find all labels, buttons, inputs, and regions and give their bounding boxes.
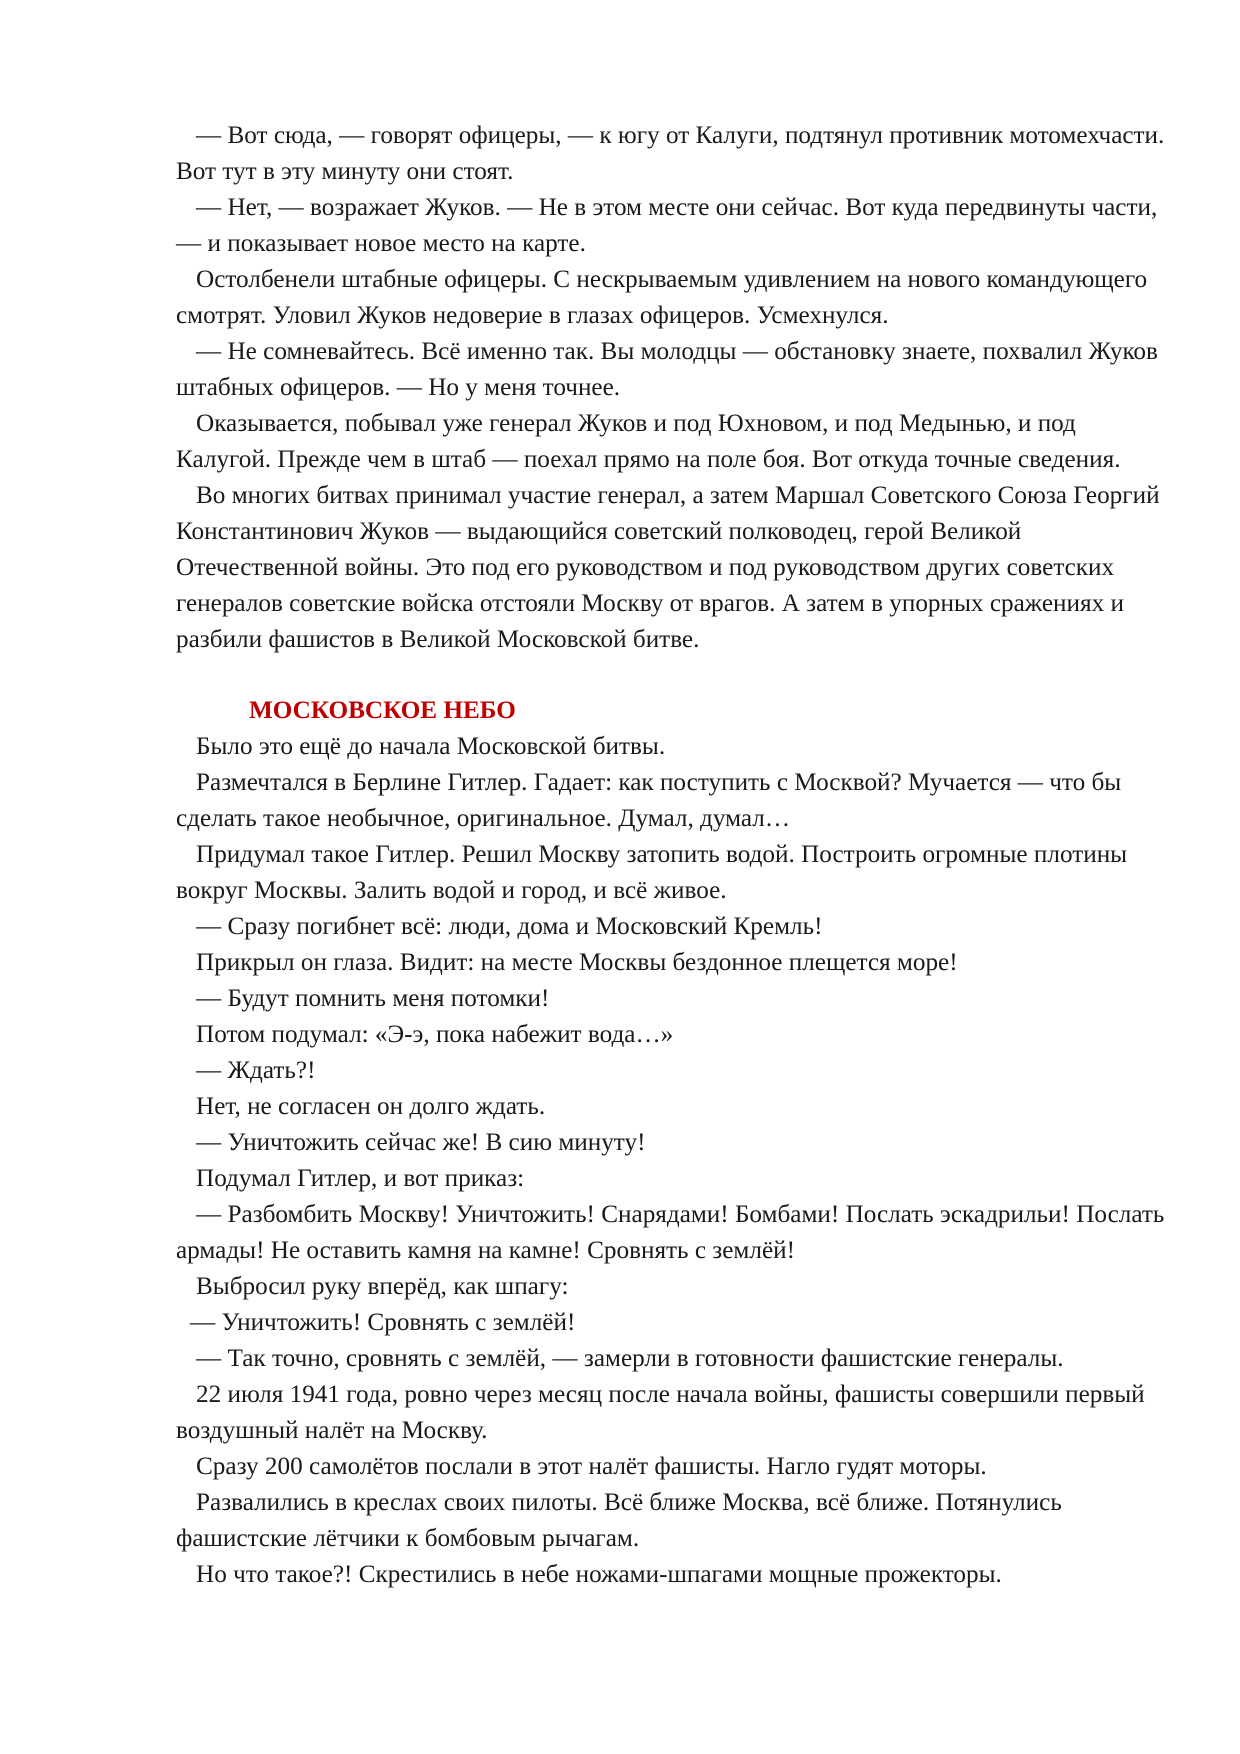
paragraph: Выбросил руку вперёд, как шпагу:	[196, 1273, 569, 1300]
paragraph: Развалились в креслах своих пилоты. Всё ближе Москва, всё ближе. Потянулись фашистские лётчики к бомбовым рычагам.	[176, 1489, 1062, 1552]
paragraph: — Сразу погибнет всё: люди, дома и Московский Кремль!	[196, 913, 823, 940]
paragraph: — Ждать?!	[196, 1057, 316, 1084]
section-heading: МОСКОВСКОЕ НЕБО	[249, 697, 516, 724]
paragraph: — Не сомневайтесь. Всё именно так. Вы молодцы — обстановку знаете, похвалил Жуков штабных офицеров. — Но у меня точнее.	[176, 338, 1158, 401]
paragraph: Размечтался в Берлине Гитлер. Гадает: как поступить с Москвой? Мучается — что бы сделать такое необычное, оригинальное. Думал, думал…	[176, 769, 1122, 832]
paragraph: — Уничтожить сейчас же! В сию минуту!	[196, 1129, 646, 1156]
paragraph: Сразу 200 самолётов послали в этот налёт фашисты. Нагло гудят моторы.	[196, 1453, 987, 1480]
paragraph: — Так точно, сровнять с землёй, — замерли в готовности фашистские генералы.	[196, 1345, 1064, 1372]
paragraph: Придумал такое Гитлер. Решил Москву затопить водой. Построить огромные плотины вокруг Москвы. Залить водой и город, и всё живое.	[176, 841, 1128, 904]
document-body	[176, 118, 1166, 1593]
paragraph: Потом подумал: «Э-э, пока набежит вода…»	[196, 1021, 674, 1048]
paragraph: Но что такое?! Скрестились в небе ножами-шпагами мощные прожекторы.	[196, 1561, 1002, 1588]
paragraph: Во многих битвах принимал участие генерал, а затем Маршал Советского Союза Георгий Константинович Жуков — выдающийся советский полководец, герой Великой Отечественной войны. Это под его руководством и под руководством других советских генералов советские войска отстояли Москву от врагов. А затем в упорных сражениях и разбили фашистов в Великой Московской битве.	[176, 482, 1160, 653]
paragraph: — Будут помнить меня потомки!	[196, 985, 550, 1012]
paragraph: — Разбомбить Москву! Уничтожить! Снарядами! Бомбами! Послать эскадрильи! Послать армады! Не оставить камня на камне! Сровнять с землёй!	[176, 1201, 1165, 1264]
paragraph: Было это ещё до начала Московской битвы.	[196, 733, 666, 760]
paragraph: — Уничтожить! Сровнять с землёй!	[190, 1309, 576, 1336]
paragraph: Нет, не согласен он долго ждать.	[196, 1093, 546, 1120]
paragraph: 22 июля 1941 года, ровно через месяц после начала войны, фашисты совершили первый воздушный налёт на Москву.	[176, 1381, 1145, 1444]
paragraph: — Вот сюда, — говорят офицеры, — к югу от Калуги, подтянул противник мотомехчасти. Вот тут в эту минуту они стоят.	[176, 122, 1165, 185]
paragraph: — Нет, — возражает Жуков. — Не в этом месте они сейчас. Вот куда передвинуты части, — и показывает новое место на карте.	[176, 194, 1158, 257]
paragraph: Прикрыл он глаза. Видит: на месте Москвы бездонное плещется море!	[196, 949, 958, 976]
paragraph: Оказывается, побывал уже генерал Жуков и под Юхновом, и под Медынью, и под Калугой. Прежде чем в штаб — поехал прямо на поле боя. Вот откуда точные сведения.	[176, 410, 1121, 473]
paragraph: Остолбенели штабные офицеры. С нескрываемым удивлением на нового командующего смотрят. Уловил Жуков недоверие в глазах офицеров. Усмехнулся.	[176, 266, 1148, 329]
paragraph: Подумал Гитлер, и вот приказ:	[196, 1165, 525, 1192]
